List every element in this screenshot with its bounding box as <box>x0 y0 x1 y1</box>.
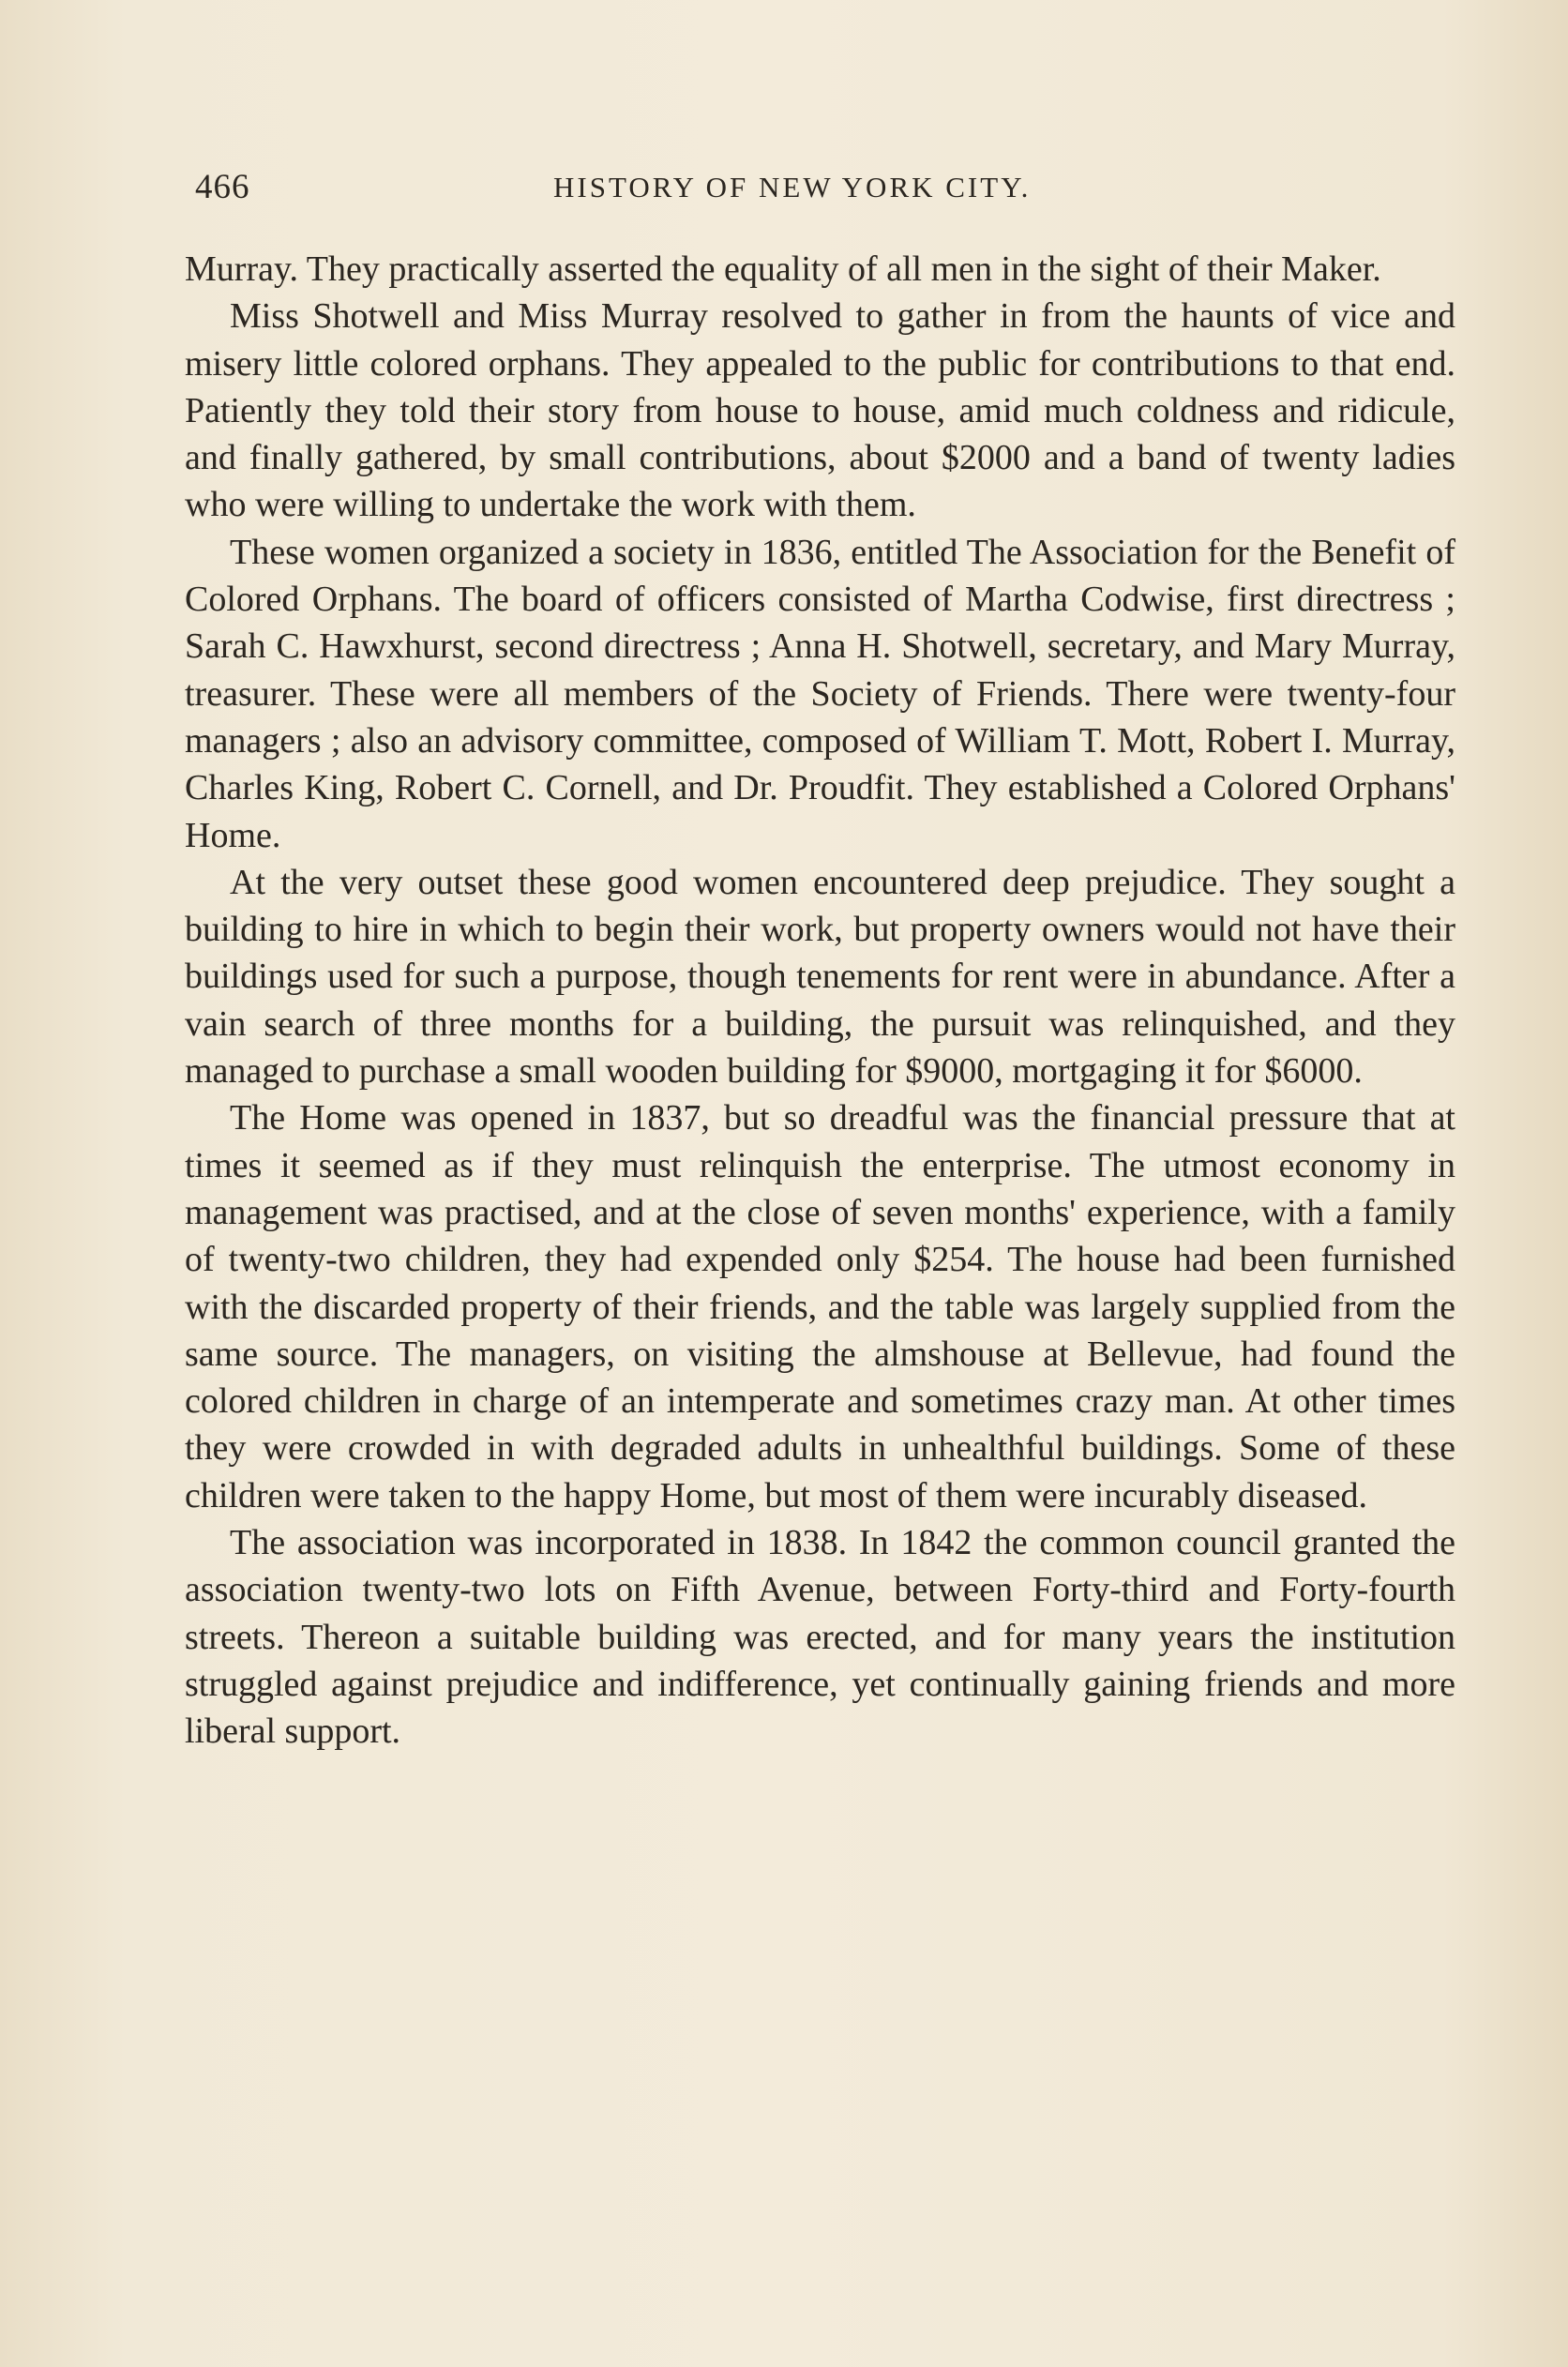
paragraph: These women organized a society in 1836, entitled The Association for the Benefit of Colored Orphans. The board of officers consisted of Martha Codwise, first directress ; Sarah C. Hawxhurst, second directress ; Anna H. Shotwell, secretary, and Mary Murray, treasurer. These were all members of the Society of Friends. There were twenty-four managers ; also an advisory committee, composed of William T. Mott, Robert I. Murray, Charles King, Robert C. Cornell, and Dr. Proudfit. They established a Colored Orphans' Home. <box>185 532 1455 855</box>
paragraph: Miss Shotwell and Miss Murray resolved to gather in from the haunts of vice and misery little colored orphans. They appealed to the public for contributions to that end. Patiently they told their story from house to house, amid much coldness and ridicule, and finally gathered, by small contributions, about $2000 and a band of twenty ladies who were willing to undertake the work with them. <box>185 296 1455 525</box>
paragraph: At the very outset these good women encountered deep prejudice. They sought a building to hire in which to begin their work, but property owners would not have their buildings used for such a purpose, though tenements for rent were in abundance. After a vain search of three months for a building, the pursuit was relinquished, and they managed to purchase a small wooden building for $9000, mortgaging it for $6000. <box>185 862 1455 1092</box>
paragraph: Murray. They practically asserted the equality of all men in the sight of their Maker. <box>185 249 1381 289</box>
paragraph: The Home was opened in 1837, but so dreadful was the financial pressure that at times it seemed as if they must relinquish the enterprise. The utmost economy in management was practised, and at the close of seven months' experience, with a family of twenty-two children, they had expended only $254. The house had been furnished with the discarded property of their friends, and the table was largely supplied from the same source. The managers, on visiting the almshouse at Bellevue, had found the colored children in charge of an intemperate and sometimes crazy man. At other times they were crowded in with degraded adults in unhealthful buildings. Some of these children were taken to the happy Home, but most of them were incurably diseased. <box>185 1098 1455 1515</box>
running-title: HISTORY OF NEW YORK CITY. <box>553 171 1032 204</box>
paragraph: The association was incorporated in 1838. In 1842 the common council granted the association twenty-two lots on Fifth Avenue, between Forty-third and Forty-fourth streets. Thereon a suitable building was erected, and for many years the institution struggled against prejudice and indifference, yet continually gaining friends and more liberal support. <box>185 1523 1455 1752</box>
page-number: 466 <box>195 168 250 206</box>
body-text <box>185 246 1455 1756</box>
page-header <box>188 167 1463 214</box>
